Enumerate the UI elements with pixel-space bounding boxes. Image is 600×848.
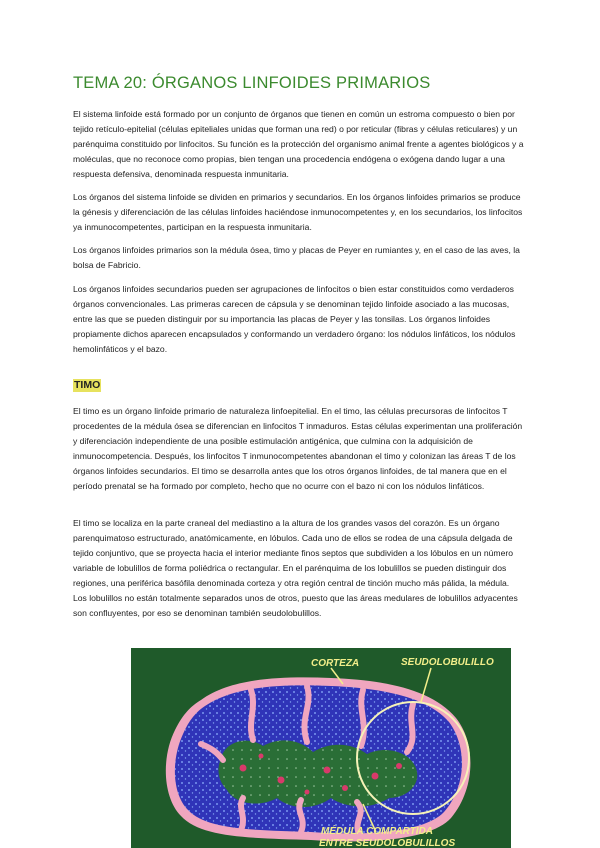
intro-paragraph-3: Los órganos linfoides primarios son la médula ósea, timo y placas de Peyer en rumiantes y, en el caso de las aves, la bolsa de Fabricio.	[73, 245, 520, 270]
label-seudolobulillo: SEUDOLOBULILLO	[401, 657, 494, 668]
medulla-texture	[219, 740, 418, 807]
section-heading-timo: TIMO	[74, 379, 101, 391]
page-title: TEMA 20: ÓRGANOS LINFOIDES PRIMARIOS	[73, 74, 431, 92]
timo-paragraph-1: El timo es un órgano linfoide primario de naturaleza linfoepitelial. En el timo, las células precursoras de linfocitos T procedentes de la médula ósea se diferencian en linfocitos T inmaduros. Estas células experimentan una proliferación y diferenciación independiente de una posible estimulación antigénica, que culmina con la adquisición de inmunocompetencia. Después, los linfocitos T inmunocompetentes abandonan el timo y colonizan las áreas T de los órganos linfoides secundarios. El timo se desarrolla antes que los otros órganos linfoides, de tal manera que en el período prenatal se ha formado por completo, hecho que no ocurre con el bazo ni con los nódulos linfáticos.	[73, 406, 523, 491]
thymus-diagram	[131, 648, 511, 848]
intro-paragraph-4: Los órganos linfoides secundarios pueden ser agrupaciones de linfocitos o bien estar constituidos como verdaderos órganos convencionales. Las primeras carecen de cápsula y se denominan tejido linfoide asociado a las mucosas, entre las que se pueden distinguir por su importancia las placas de Peyer y las tonsilas. Los órganos linfoides propiamente dichos aparecen encapsulados y conformando un verdadero órgano: los nódulos linfáticos, los nódulos hemolinfáticos y el bazo.	[73, 284, 516, 354]
label-medula-line1: MÉDULA COMPARTIDA	[321, 826, 434, 837]
label-corteza: CORTEZA	[311, 658, 360, 669]
intro-paragraph-2: Los órganos del sistema linfoide se dividen en primarios y secundarios. En los órganos linfoides primarios se produce la génesis y diferenciación de las células linfoides haciéndose inmunocompetentes y, en los secundarios, los linfocitos ya inmunocompetentes, participan en la respuesta inmunitaria.	[73, 192, 523, 232]
label-medula-line2: ENTRE SEUDOLOBULILLOS	[319, 838, 456, 848]
timo-paragraph-2: El timo se localiza en la parte craneal del mediastino a la altura de los grandes vasos del corazón. Es un órgano parenquimatoso estructurado, anatómicamente, en lóbulos. Cada uno de ellos se rodea de una cápsula delgada de tejido conjuntivo, que se proyecta hacia el interior mediante finos septos que subdividen a los lóbulos en un número variable de lobulillos de forma poliédrica o rectangular. En el parénquima de los lobulillos se pueden distinguir dos regiones, una periférica basófila denominada corteza y otra región central de tinción mucho más pálida, la médula. Los lobulillos no están totalmente separados unos de otros, puesto que las áreas medulares de lobulillos adyacentes son confluyentes, por eso se denominan también seudolobulillos.	[73, 518, 518, 618]
thymus-illustration	[131, 648, 511, 848]
intro-paragraph-1: El sistema linfoide está formado por un conjunto de órganos que tienen en común un estroma compuesto o bien por tejido retículo-epitelial (células epiteliales unidas que forman una red) o por reticular (fibras y células reticulares) y un parénquima constituido por linfocitos. Su función es la protección del organismo animal frente a agentes biológicos y a moléculas, que no reconoce como propias, bien tengan una procedencia endógena o exógena dando lugar a una respuesta defensiva, denominada respuesta inmunitaria.	[73, 109, 524, 179]
